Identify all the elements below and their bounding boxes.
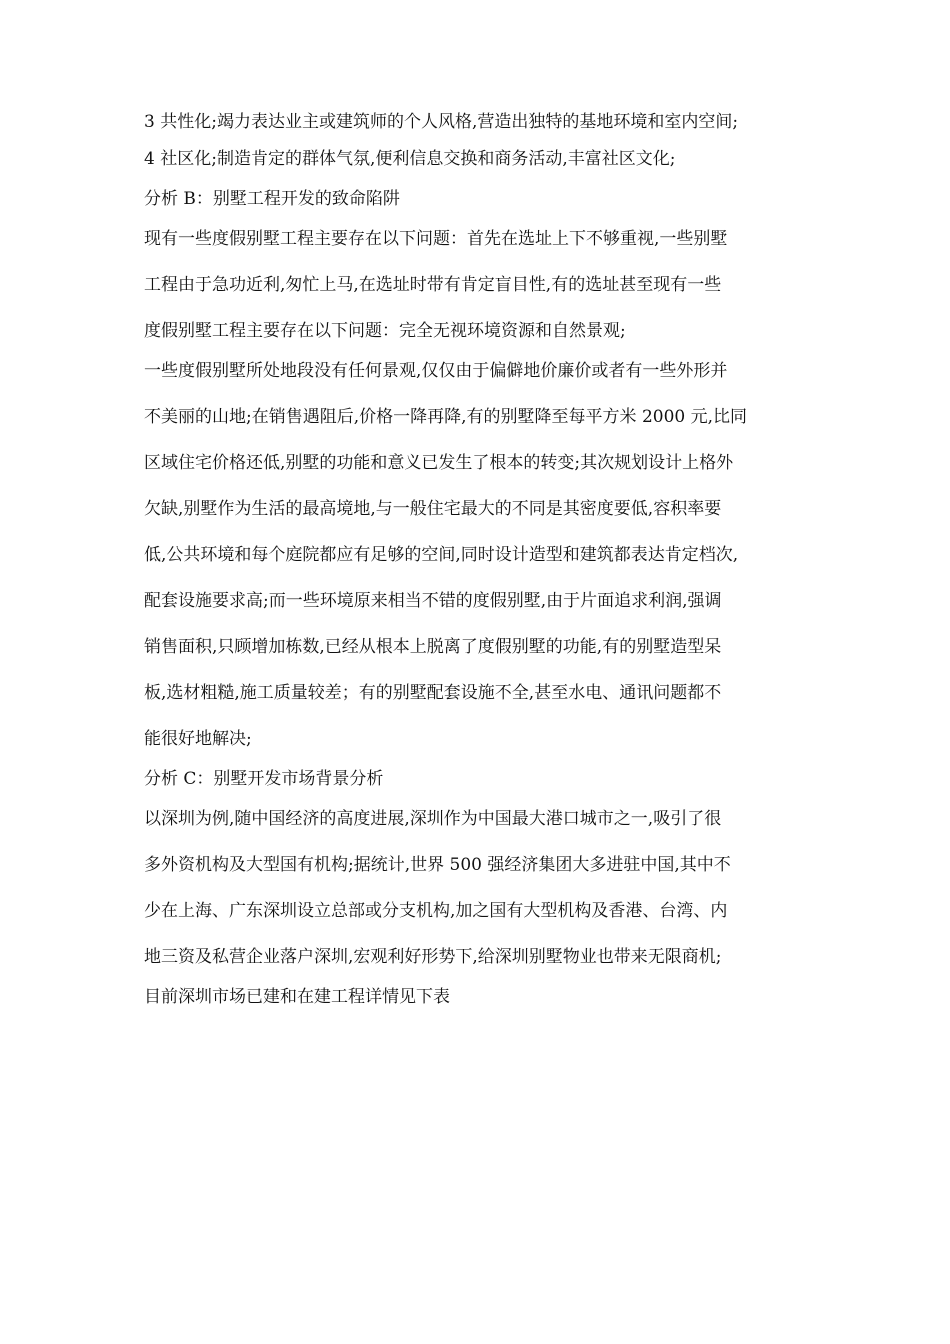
section-heading-b: 分析 B：别墅工程开发的致命陷阱 (144, 189, 400, 209)
paragraph-line: 板,选材粗糙,施工质量较差；有的别墅配套设施不全,甚至水电、通讯问题都不 (144, 683, 722, 703)
paragraph-line: 工程由于急功近利,匆忙上马,在选址时带有肯定盲目性,有的选址甚至现有一些 (144, 275, 722, 295)
section-heading-c: 分析 C：别墅开发市场背景分析 (144, 769, 384, 789)
paragraph-line: 欠缺,别墅作为生活的最高境地,与一般住宅最大的不同是其密度要低,容积率要 (144, 499, 722, 519)
paragraph-line: 目前深圳市场已建和在建工程详情见下表 (144, 987, 450, 1007)
paragraph-line: 少在上海、广东深圳设立总部或分支机构,加之国有大型机构及香港、台湾、内 (144, 901, 728, 921)
paragraph-line: 不美丽的山地;在销售遇阻后,价格一降再降,有的别墅降至每平方米 2000 元,比同 (144, 407, 748, 427)
paragraph-line: 地三资及私营企业落户深圳,宏观利好形势下,给深圳别墅物业也带来无限商机; (144, 947, 722, 967)
paragraph-line: 度假别墅工程主要存在以下问题：完全无视环境资源和自然景观; (144, 321, 626, 341)
paragraph-line: 销售面积,只顾增加栋数,已经从根本上脱离了度假别墅的功能,有的别墅造型呆 (144, 637, 722, 657)
paragraph-line: 3 共性化;竭力表达业主或建筑师的个人风格,营造出独特的基地环境和室内空间; (144, 112, 739, 132)
paragraph-line: 一些度假别墅所处地段没有任何景观,仅仅由于偏僻地价廉价或者有一些外形并 (144, 361, 728, 381)
paragraph-line: 配套设施要求高;而一些环境原来相当不错的度假别墅,由于片面追求利润,强调 (144, 591, 722, 611)
paragraph-line: 低,公共环境和每个庭院都应有足够的空间,同时设计造型和建筑都表达肯定档次, (144, 545, 739, 565)
paragraph-line: 以深圳为例,随中国经济的高度进展,深圳作为中国最大港口城市之一,吸引了很 (144, 809, 722, 829)
paragraph-line: 区域住宅价格还低,别墅的功能和意义已发生了根本的转变;其次规划设计上格外 (144, 453, 734, 473)
paragraph-line: 4 社区化;制造肯定的群体气氛,便利信息交换和商务活动,丰富社区文化; (144, 149, 676, 169)
document-body (144, 104, 824, 1016)
paragraph-line: 多外资机构及大型国有机构;据统计,世界 500 强经济集团大多进驻中国,其中不 (144, 855, 731, 875)
paragraph-line: 能很好地解决; (144, 729, 252, 749)
paragraph-line: 现有一些度假别墅工程主要存在以下问题：首先在选址上下不够重视,一些别墅 (144, 229, 728, 249)
